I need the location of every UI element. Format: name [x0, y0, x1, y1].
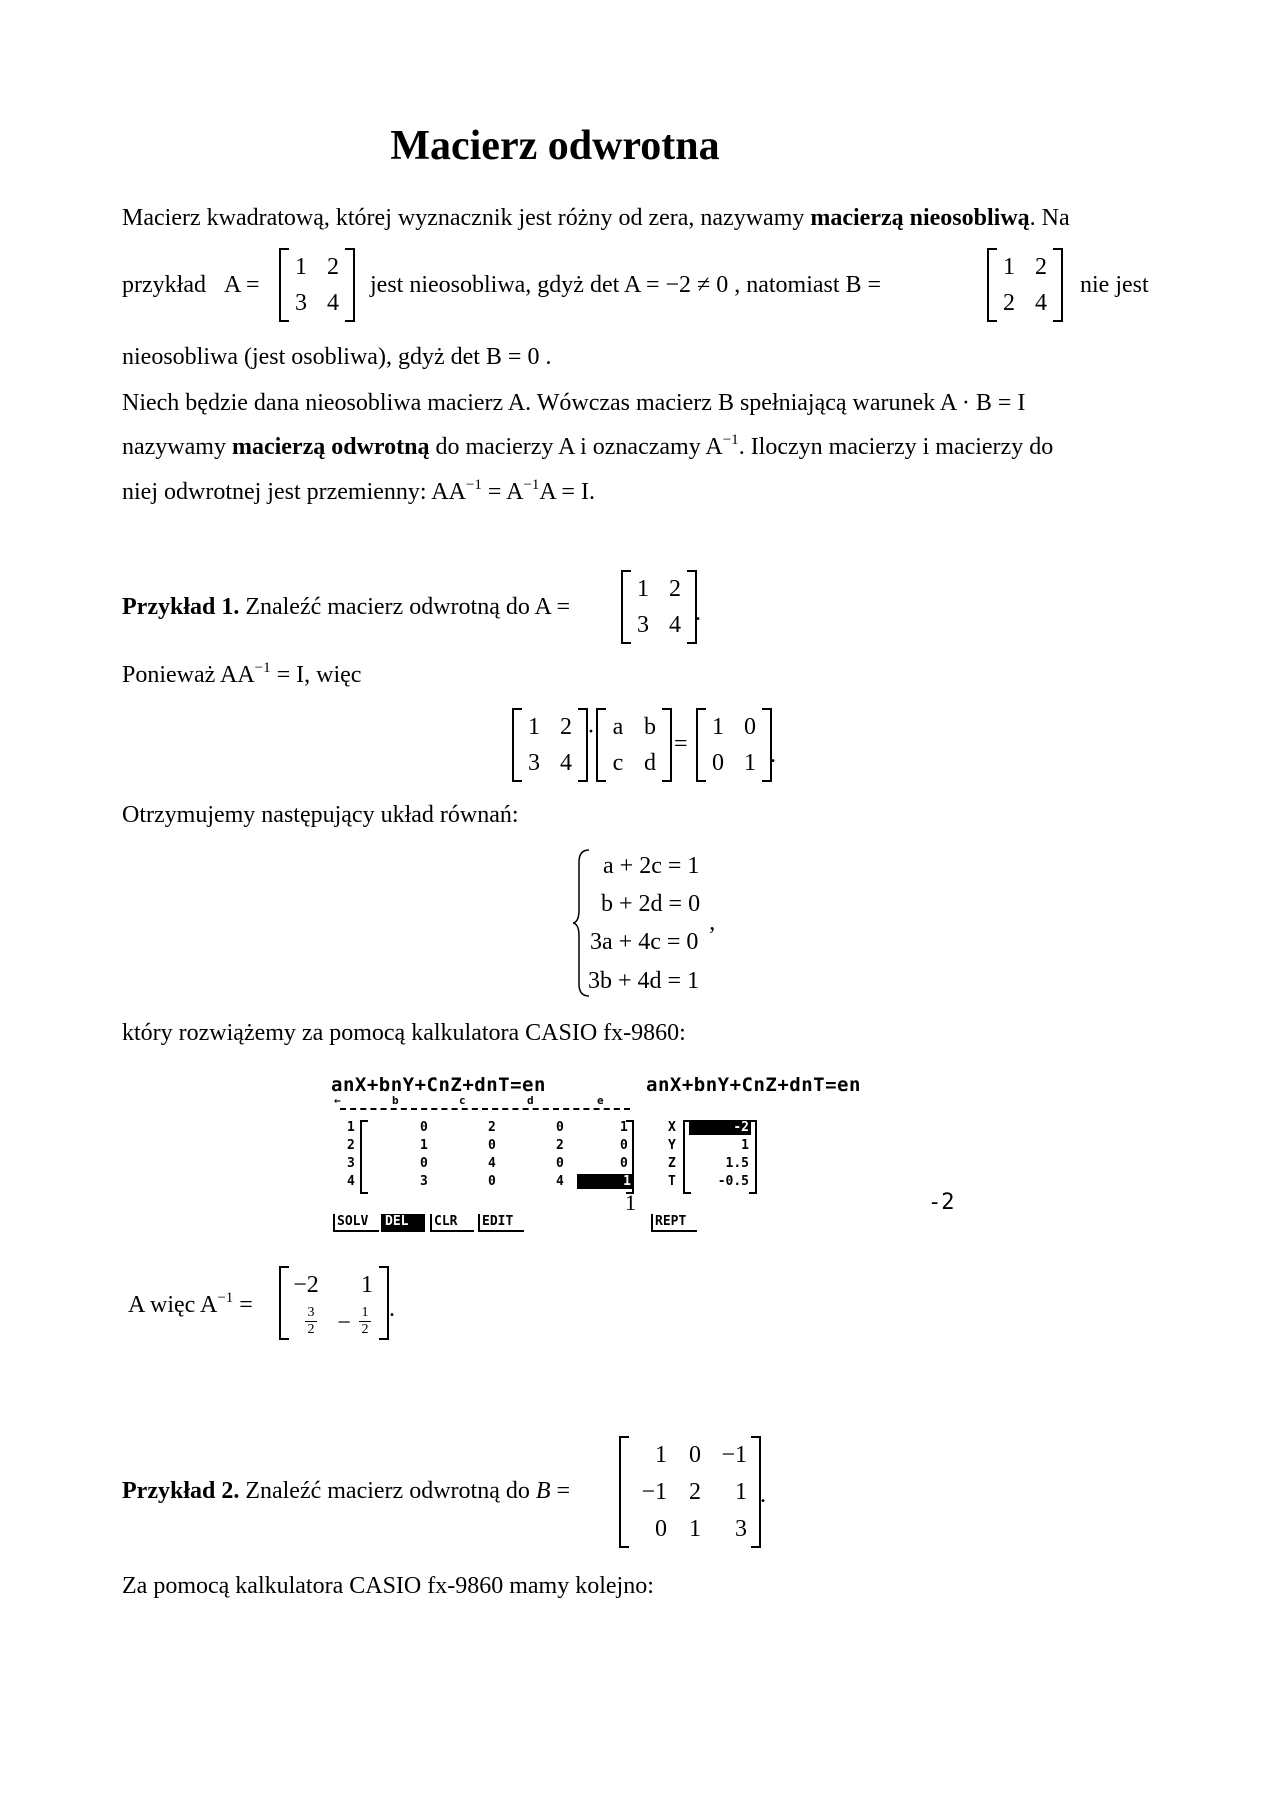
- fkey-delete[interactable]: DEL: [381, 1214, 425, 1232]
- calc-cell: 0: [620, 1156, 628, 1171]
- calc-cell: 0: [420, 1120, 428, 1135]
- calc-cell: 0: [488, 1174, 496, 1189]
- matrix-inverse-result: [279, 1266, 389, 1340]
- text-fragment: Znaleźć macierz odwrotną do A =: [239, 594, 571, 620]
- calc-col-head-e: e: [597, 1094, 604, 1107]
- text-fragment: 1: [744, 750, 756, 776]
- text-fragment: 1: [361, 1272, 373, 1298]
- system-comma: ’: [708, 923, 716, 949]
- matrix-identity: [696, 708, 772, 782]
- page-title: Macierz odwrotna: [390, 123, 720, 169]
- calc-result: 1: [741, 1138, 749, 1153]
- text-fragment: nazywamy: [122, 434, 232, 460]
- text-fragment: −1: [465, 477, 482, 493]
- fkey-clear[interactable]: CLR: [430, 1214, 474, 1232]
- intro-line-2-suffix: nie jest: [1080, 272, 1149, 298]
- example-2-dot: .: [760, 1482, 766, 1508]
- text-fragment: . Iloczyn macierzy i macierzy do: [738, 434, 1054, 460]
- text-fragment: 4: [560, 750, 572, 776]
- text-fragment: c: [612, 750, 624, 776]
- calc-big-result: -2: [928, 1190, 955, 1215]
- matrix-unknowns: [596, 708, 672, 782]
- text-fragment: 2: [560, 714, 572, 740]
- equation-4: 3b + 4d = 1: [588, 968, 700, 994]
- text-fragment: Przykład 2.: [122, 1478, 240, 1504]
- text-fragment: 1: [528, 714, 540, 740]
- text-fragment: −1: [721, 1442, 747, 1468]
- example-1-dot: .: [695, 600, 701, 626]
- text-fragment: 2: [327, 254, 339, 280]
- term-inverse: macierzą odwrotną: [231, 434, 430, 460]
- text-fragment: . Na: [1029, 205, 1070, 231]
- equation-3: 3a + 4c = 0: [590, 929, 699, 955]
- calc-var-label: T: [668, 1174, 676, 1189]
- text-fragment: 1: [1003, 254, 1015, 280]
- matrix-A-intro: [279, 248, 355, 322]
- fkey-edit[interactable]: EDIT: [478, 1214, 524, 1232]
- matrix-A-example1: [621, 570, 697, 644]
- text-fragment: −1: [523, 477, 540, 493]
- calc-cell: 0: [488, 1138, 496, 1153]
- multiply-dot: ·: [587, 719, 595, 745]
- equation-2: b + 2d = 0: [601, 891, 701, 917]
- text-fragment: 2: [1003, 290, 1015, 316]
- calc-var-label: X: [668, 1120, 676, 1135]
- text-fragment: 1: [295, 254, 307, 280]
- text-fragment: 3: [295, 290, 307, 316]
- text-fragment: = I, więc: [270, 662, 362, 688]
- text-fragment: −1: [641, 1479, 667, 1505]
- equals-sign: =: [674, 731, 688, 757]
- product-dot: .: [770, 742, 776, 768]
- text-fragment: 0: [655, 1516, 667, 1542]
- text-fragment: A więc A: [128, 1292, 218, 1318]
- text-fragment: 2: [1035, 254, 1047, 280]
- example-1-heading: [122, 592, 570, 622]
- text-fragment: −1: [217, 1290, 234, 1306]
- text-fragment: 4: [1035, 290, 1047, 316]
- text-fragment: −1: [254, 660, 271, 676]
- text-fragment: 4: [669, 612, 681, 638]
- text-fragment: =: [550, 1478, 571, 1504]
- calc-cell: 1: [620, 1120, 628, 1135]
- text-fragment: A =: [223, 272, 260, 298]
- calc-cell-selected: 1: [577, 1174, 633, 1189]
- fkey-repeat[interactable]: REPT: [651, 1214, 697, 1232]
- intro-line-1: [122, 203, 1070, 233]
- calc-cell: 1: [420, 1138, 428, 1153]
- text-fragment: A = I.: [539, 479, 595, 505]
- result-label: [128, 1290, 253, 1320]
- calc-cell: 3: [420, 1174, 428, 1189]
- calc-cell: 0: [556, 1120, 564, 1135]
- calc-col-head-b: b: [392, 1094, 399, 1107]
- matrix-B-example2: [619, 1436, 761, 1548]
- example-2-next: Za pomocą kalkulatora CASIO fx-9860 mamy kolejno:: [122, 1573, 654, 1599]
- intro-line-6: [122, 477, 595, 507]
- intro-line-3: nieosobliwa (jest osobliwa), gdyż det B = 0 .: [122, 344, 552, 370]
- calc-cell: 0: [620, 1138, 628, 1153]
- since-line: [122, 660, 361, 690]
- text-fragment: Znaleźć macierz odwrotną do: [239, 1478, 536, 1504]
- calc-result: -0.5: [717, 1174, 749, 1189]
- text-fragment: 1: [361, 1305, 369, 1320]
- calc-equation-header-right: anX+bnY+CnZ+dnT=en: [646, 1074, 861, 1096]
- calc-col-head-d: d: [527, 1094, 534, 1107]
- text-fragment: 0: [712, 750, 724, 776]
- text-fragment: 1: [655, 1442, 667, 1468]
- text-fragment: Macierz kwadratową, której wyznacznik jest różny od zera, nazywamy: [122, 205, 811, 231]
- calc-var-label: Y: [668, 1138, 676, 1153]
- text-fragment: B: [535, 1478, 551, 1504]
- calc-below-value: 1: [625, 1190, 636, 1215]
- calc-row-num: 3: [347, 1156, 355, 1171]
- calc-matrix-bracket-left: [360, 1120, 368, 1194]
- calc-row-num: 4: [347, 1174, 355, 1189]
- calc-row-num: 2: [347, 1138, 355, 1153]
- text-fragment: 3: [307, 1305, 315, 1320]
- text-fragment: = A: [481, 479, 524, 505]
- calc-row-num: 1: [347, 1120, 355, 1135]
- intro-line-5: [122, 432, 1053, 462]
- calc-cell: 0: [420, 1156, 428, 1171]
- text-fragment: 3: [637, 612, 649, 638]
- intro-line-2-prefix: [122, 270, 260, 300]
- text-fragment: 3: [735, 1516, 747, 1542]
- text-fragment: niej odwrotnej jest przemienny: AA: [122, 479, 466, 505]
- text-fragment: do macierzy A i oznaczamy A: [429, 434, 723, 460]
- equation-1: a + 2c = 1: [603, 853, 700, 879]
- text-fragment: −1: [722, 432, 739, 448]
- text-fragment: 1: [735, 1479, 747, 1505]
- text-fragment: Ponieważ AA: [122, 662, 255, 688]
- text-fragment: 2: [307, 1322, 315, 1337]
- text-fragment: =: [233, 1292, 253, 1318]
- calc-cell: 4: [556, 1174, 564, 1189]
- calc-cell: 2: [488, 1120, 496, 1135]
- system-intro: Otrzymujemy następujący układ równań:: [122, 802, 519, 828]
- matrix-B-intro: [987, 248, 1063, 322]
- calc-result: 1.5: [725, 1156, 749, 1171]
- text-fragment: b: [644, 714, 656, 740]
- calc-cell: 2: [556, 1138, 564, 1153]
- text-fragment: 2: [689, 1479, 701, 1505]
- calc-equation-header: anX+bnY+CnZ+dnT=en: [331, 1074, 546, 1096]
- fkey-solve[interactable]: SOLV: [333, 1214, 379, 1232]
- text-fragment: Przykład 1.: [122, 594, 240, 620]
- solve-line: który rozwiążemy za pomocą kalkulatora CASIO fx-9860:: [122, 1020, 686, 1046]
- text-fragment: przykład: [122, 272, 206, 298]
- text-fragment: 4: [327, 290, 339, 316]
- text-fragment: 2: [669, 576, 681, 602]
- term-nonsingular: macierzą nieosobliwą: [810, 205, 1030, 231]
- calc-var-label: Z: [668, 1156, 676, 1171]
- calc-col-head-c: c: [459, 1094, 466, 1107]
- text-fragment: 2: [361, 1322, 369, 1337]
- calc-cell: 0: [556, 1156, 564, 1171]
- calc-cell: 4: [488, 1156, 496, 1171]
- text-fragment: −2: [293, 1272, 319, 1298]
- result-dot: .: [389, 1296, 395, 1322]
- text-fragment: −: [337, 1310, 351, 1336]
- matrix-product-left: [512, 708, 588, 782]
- intro-line-2-middle: jest nieosobliwa, gdyż det A = −2 ≠ 0 , natomiast B =: [370, 272, 882, 298]
- calc-col-underline: [340, 1108, 630, 1110]
- calc-left-arrow-icon: ←: [334, 1094, 341, 1107]
- example-2-heading: [122, 1476, 570, 1506]
- text-fragment: 0: [689, 1442, 701, 1468]
- text-fragment: 1: [637, 576, 649, 602]
- text-fragment: 3: [528, 750, 540, 776]
- text-fragment: 0: [744, 714, 756, 740]
- text-fragment: 1: [712, 714, 724, 740]
- calc-result-selected: -2: [689, 1120, 751, 1135]
- text-fragment: a: [612, 714, 624, 740]
- text-fragment: 1: [689, 1516, 701, 1542]
- intro-line-4: Niech będzie dana nieosobliwa macierz A. Wówczas macierz B spełniającą warunek A · B = I: [122, 390, 1026, 416]
- text-fragment: d: [644, 750, 656, 776]
